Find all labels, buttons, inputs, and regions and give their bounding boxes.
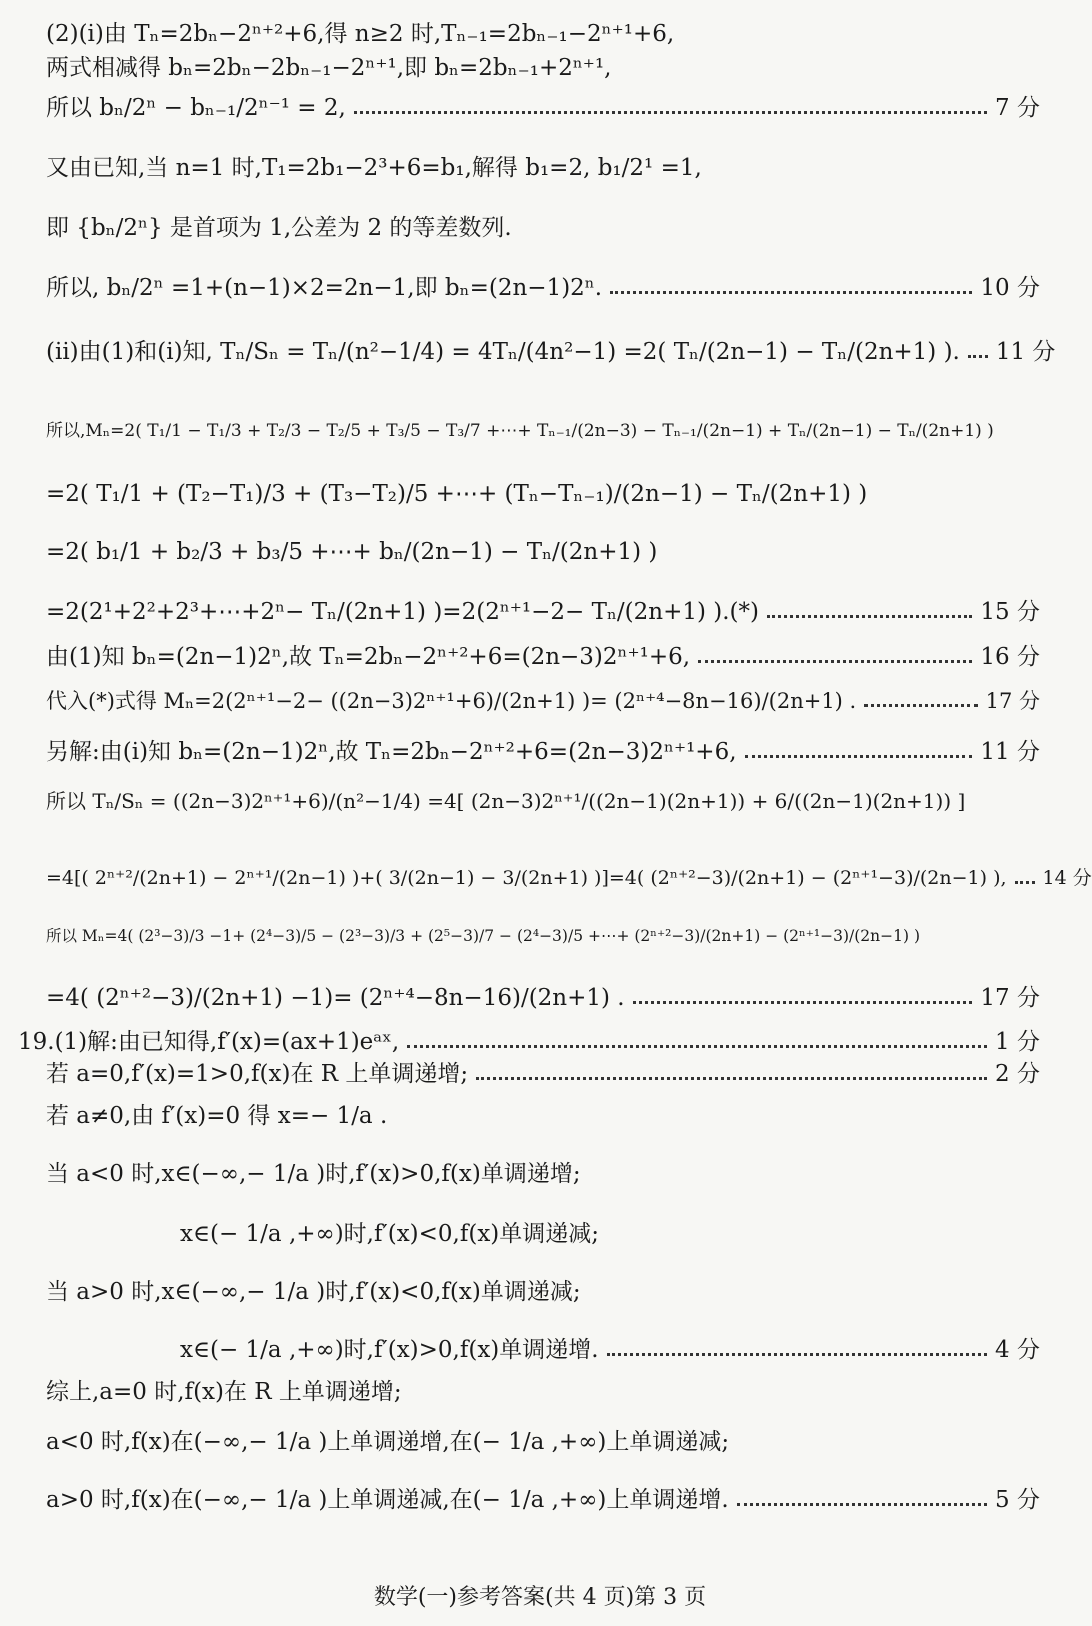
line-text: 由(1)知 bₙ=(2n−1)2ⁿ,故 Tₙ=2bₙ−2ⁿ⁺²+6=(2n−3)2ⁿ⁺¹+6, bbox=[46, 644, 691, 670]
line-text: 代入(*)式得 Mₙ=2(2ⁿ⁺¹−2− ((2n−3)2ⁿ⁺¹+6)/(2n+1) )= (2ⁿ⁺⁴−8n−16)/(2n+1) . bbox=[46, 689, 857, 713]
line-text: 所以 bₙ/2ⁿ − bₙ₋₁/2ⁿ⁻¹ = 2, bbox=[46, 95, 346, 121]
dot-leader bbox=[610, 291, 972, 294]
dot-leader bbox=[968, 355, 988, 358]
score-mark: 5 分 bbox=[995, 1487, 1040, 1513]
score-mark: 4 分 bbox=[995, 1337, 1040, 1363]
line-text: x∈(− 1/a ,+∞)时,f′(x)<0,f(x)单调递减; bbox=[180, 1221, 600, 1247]
dot-leader bbox=[476, 1077, 987, 1080]
score-mark: 11 分 bbox=[980, 739, 1040, 765]
solution-line bbox=[46, 56, 1040, 81]
line-text: 所以 Tₙ/Sₙ = ((2n−3)2ⁿ⁺¹+6)/(n²−1/4) =4[ (2n−3)2ⁿ⁺¹/((2n−1)(2n+1)) + 6/((2n−1)(2n+1)) ] bbox=[46, 789, 966, 813]
score-mark: 7 分 bbox=[995, 95, 1040, 121]
line-text: 当 a<0 时,x∈(−∞,− 1/a )时,f′(x)>0,f(x)单调递增; bbox=[46, 1161, 581, 1187]
line-text: 所以, bₙ/2ⁿ =1+(n−1)×2=2n−1,即 bₙ=(2n−1)2ⁿ. bbox=[46, 275, 603, 301]
solution-line bbox=[46, 690, 1040, 713]
score-mark: 10 分 bbox=[980, 275, 1040, 301]
line-text: 所以 Mₙ=4( (2³−3)/3 −1+ (2⁴−3)/5 − (2³−3)/3 + (2⁵−3)/7 − (2⁴−3)/5 +⋯+ (2ⁿ⁺²−3)/(2n+1) − (2ⁿ⁺¹−3)/(2n−1) ) bbox=[46, 927, 921, 945]
solution-line bbox=[46, 790, 1040, 812]
solution-line bbox=[46, 482, 1040, 507]
line-text: a<0 时,f(x)在(−∞,− 1/a )上单调递增,在(− 1/a ,+∞)上单调递减; bbox=[46, 1429, 730, 1455]
line-text: 另解:由(ⅰ)知 bₙ=(2n−1)2ⁿ,故 Tₙ=2bₙ−2ⁿ⁺²+6=(2n−3)2ⁿ⁺¹+6, bbox=[46, 739, 737, 765]
line-text: 当 a>0 时,x∈(−∞,− 1/a )时,f′(x)<0,f(x)单调递减; bbox=[46, 1279, 581, 1305]
dot-leader bbox=[407, 1045, 987, 1048]
line-text: =2( b₁/1 + b₂/3 + b₃/5 +⋯+ bₙ/(2n−1) − Tₙ/(2n+1) ) bbox=[46, 539, 658, 565]
dot-leader bbox=[767, 615, 972, 618]
score-mark: 2 分 bbox=[995, 1061, 1040, 1087]
solution-line bbox=[46, 645, 1040, 670]
solution-line bbox=[46, 928, 1040, 945]
line-text: 所以,Mₙ=2( T₁/1 − T₁/3 + T₂/3 − T₂/5 + T₃/5 − T₃/7 +⋯+ Tₙ₋₁/(2n−3) − Tₙ₋₁/(2n−1) + Tₙ/(2n−1) − Tₙ/(2n+1) ) bbox=[46, 421, 994, 441]
solution-line bbox=[46, 22, 1040, 47]
line-text: =2( T₁/1 + (T₂−T₁)/3 + (T₃−T₂)/5 +⋯+ (Tₙ−Tₙ₋₁)/(2n−1) − Tₙ/(2n+1) ) bbox=[46, 481, 868, 507]
line-text: x∈(− 1/a ,+∞)时,f′(x)>0,f(x)单调递增. bbox=[180, 1337, 599, 1363]
solution-line bbox=[46, 540, 1040, 565]
line-text: =4[( 2ⁿ⁺²/(2n+1) − 2ⁿ⁺¹/(2n−1) )+( 3/(2n−1) − 3/(2n+1) )]=4( (2ⁿ⁺²−3)/(2n+1) − (2ⁿ⁺¹−3)/(2n−1) ), bbox=[46, 867, 1007, 889]
line-text: =2(2¹+2²+2³+⋯+2ⁿ− Tₙ/(2n+1) )=2(2ⁿ⁺¹−2− Tₙ/(2n+1) ).(*) bbox=[46, 599, 759, 625]
solution-line bbox=[46, 1380, 1040, 1405]
line-text: (2)(ⅰ)由 Tₙ=2bₙ−2ⁿ⁺²+6,得 n≥2 时,Tₙ₋₁=2bₙ₋₁−2ⁿ⁺¹+6, bbox=[46, 21, 675, 47]
solution-line bbox=[46, 986, 1040, 1011]
dot-leader bbox=[737, 1503, 987, 1506]
solution-line bbox=[46, 740, 1040, 765]
line-text: =4( (2ⁿ⁺²−3)/(2n+1) −1)= (2ⁿ⁺⁴−8n−16)/(2n+1) . bbox=[46, 985, 625, 1011]
page-footer: 数学(一)参考答案(共 4 页)第 3 页 bbox=[373, 1585, 707, 1610]
solution-line bbox=[46, 96, 1040, 121]
dot-leader bbox=[633, 1001, 973, 1004]
solution-line bbox=[46, 216, 1040, 241]
dot-leader bbox=[354, 111, 987, 114]
solution-line bbox=[46, 339, 1056, 365]
score-mark: 11 分 bbox=[995, 339, 1056, 365]
score-mark: 14 分 bbox=[1042, 867, 1092, 889]
dot-leader bbox=[745, 755, 973, 758]
solution-line bbox=[46, 867, 1092, 889]
line-text: 若 a=0,f′(x)=1>0,f(x)在 R 上单调递增; bbox=[46, 1061, 469, 1087]
solution-line bbox=[18, 1030, 1040, 1055]
line-text: 若 a≠0,由 f′(x)=0 得 x=− 1/a . bbox=[46, 1103, 388, 1129]
solution-line bbox=[46, 422, 1040, 441]
dot-leader bbox=[607, 1353, 987, 1356]
solution-line bbox=[46, 156, 1040, 181]
dot-leader bbox=[1015, 881, 1035, 884]
score-mark: 1 分 bbox=[995, 1029, 1040, 1055]
line-text: 19.(1)解:由已知得,f′(x)=(ax+1)eᵃˣ, bbox=[18, 1029, 400, 1055]
score-mark: 17 分 bbox=[980, 985, 1040, 1011]
dot-leader bbox=[698, 660, 972, 663]
line-text: a>0 时,f(x)在(−∞,− 1/a )上单调递减,在(− 1/a ,+∞)上单调递增. bbox=[46, 1487, 729, 1513]
solution-line bbox=[46, 1280, 1040, 1305]
score-mark: 16 分 bbox=[980, 644, 1040, 670]
solution-line bbox=[46, 600, 1040, 625]
line-text: (ⅱ)由(1)和(ⅰ)知, Tₙ/Sₙ = Tₙ/(n²−1/4) = 4Tₙ/(4n²−1) =2( Tₙ/(2n−1) − Tₙ/(2n+1) ). bbox=[46, 339, 960, 365]
score-mark: 15 分 bbox=[980, 599, 1040, 625]
solution-line bbox=[180, 1222, 1040, 1247]
solution-line bbox=[46, 1162, 1040, 1187]
solution-line bbox=[180, 1338, 1040, 1363]
solution-line bbox=[46, 1488, 1040, 1513]
dot-leader bbox=[864, 704, 977, 707]
score-mark: 17 分 bbox=[985, 689, 1040, 713]
line-text: 两式相减得 bₙ=2bₙ−2bₙ₋₁−2ⁿ⁺¹,即 bₙ=2bₙ₋₁+2ⁿ⁺¹, bbox=[46, 55, 612, 81]
solution-line bbox=[46, 276, 1040, 301]
solution-line bbox=[46, 1104, 1040, 1129]
line-text: 即 {bₙ/2ⁿ} 是首项为 1,公差为 2 的等差数列. bbox=[46, 215, 512, 241]
line-text: 又由已知,当 n=1 时,T₁=2b₁−2³+6=b₁,解得 b₁=2, b₁/2¹ =1, bbox=[46, 155, 702, 181]
solution-line bbox=[46, 1062, 1040, 1087]
solution-line bbox=[46, 1430, 1040, 1455]
line-text: 综上,a=0 时,f(x)在 R 上单调递增; bbox=[46, 1379, 402, 1405]
